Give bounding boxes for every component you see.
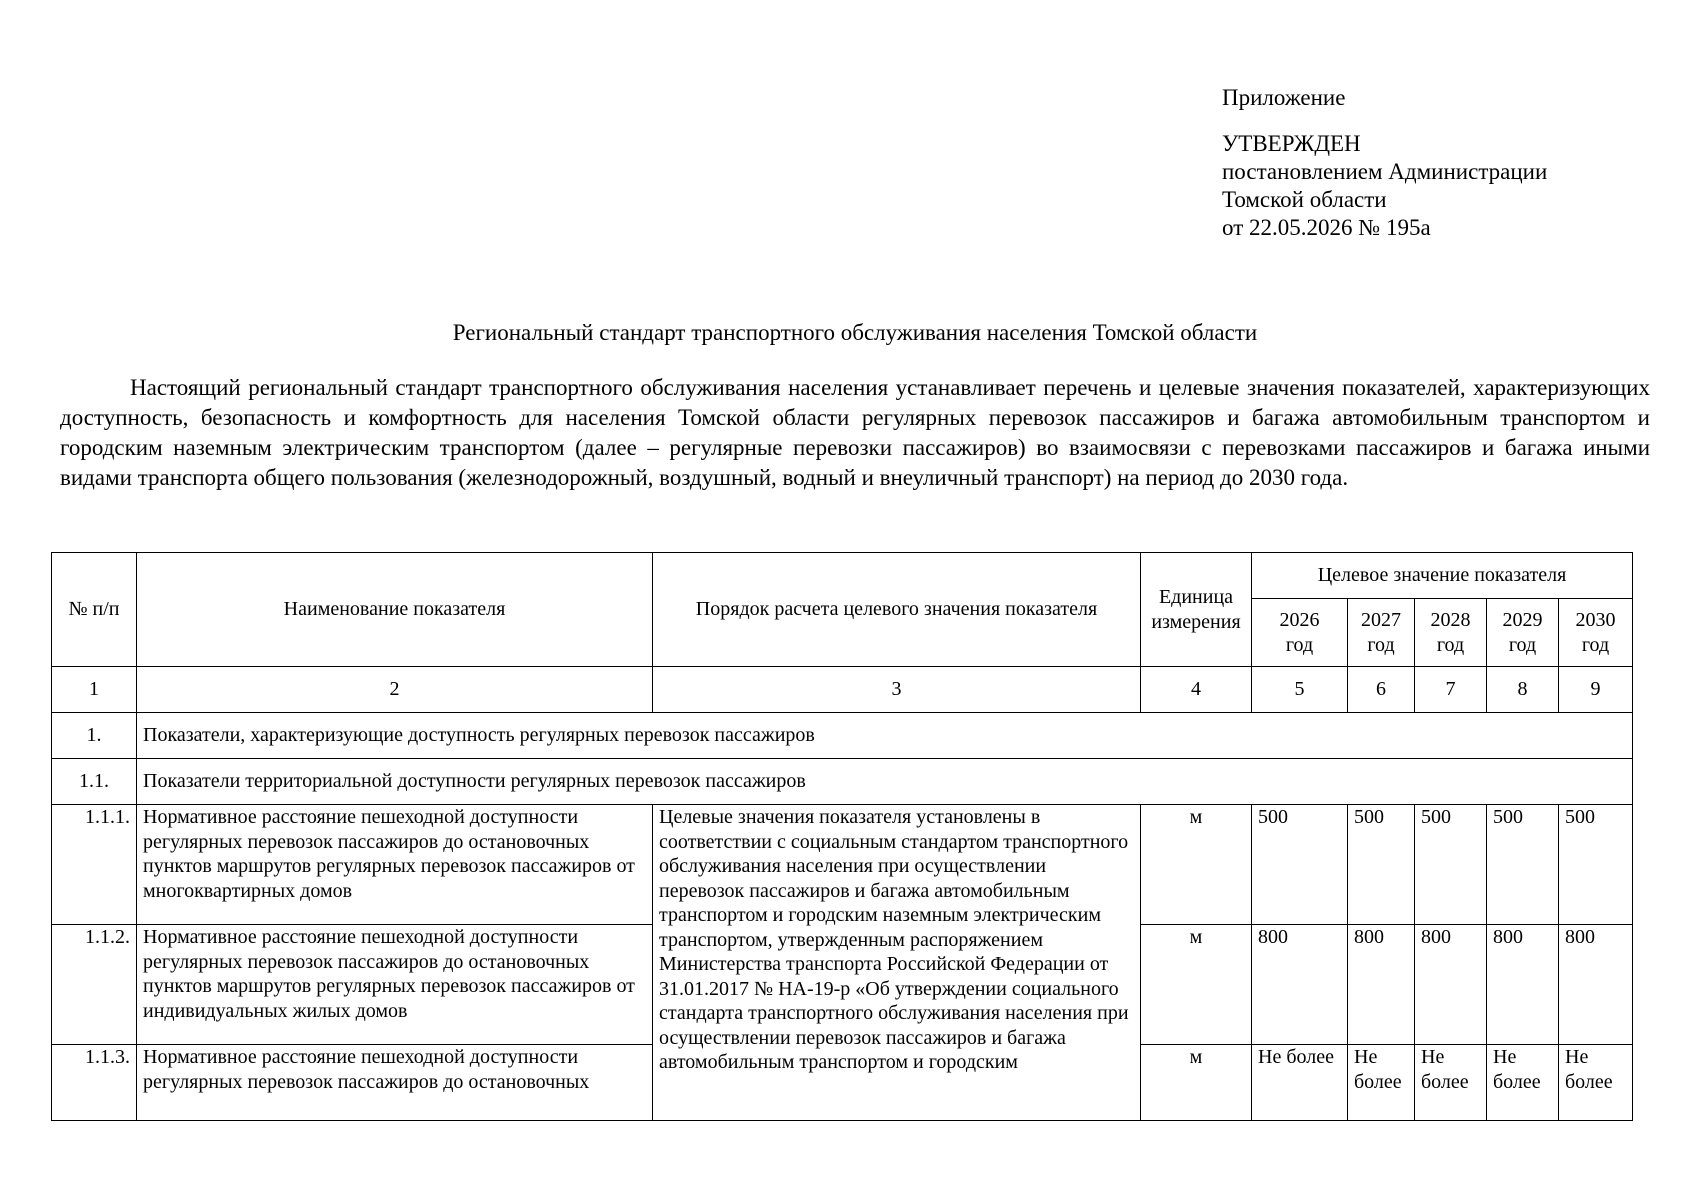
row-value: 500 (1559, 805, 1633, 925)
row-unit: м (1141, 925, 1252, 1045)
approval-block (1222, 84, 1662, 242)
header-target: Целевое значение показателя (1252, 553, 1633, 599)
row-value: 800 (1559, 925, 1633, 1045)
column-number: 2 (137, 667, 653, 713)
table-row (52, 805, 1633, 925)
row-value: Не более (1487, 1045, 1559, 1121)
row-value: 500 (1348, 805, 1415, 925)
header-year-2027 (1348, 599, 1415, 667)
method-cell (653, 805, 1141, 1121)
year-label: 2027 (1361, 609, 1401, 631)
header-year-2026 (1252, 599, 1348, 667)
row-unit: м (1141, 1045, 1252, 1121)
year-suffix: год (1367, 633, 1395, 656)
row-value: Не более (1415, 1045, 1487, 1121)
row-name: Нормативное расстояние пешеходной доступности регулярных перевозок пассажиров до остановочных пунктов маршрутов регулярных перевозок пассажиров от многоквартирных домов (137, 805, 653, 925)
row-name: Нормативное расстояние пешеходной доступности регулярных перевозок пассажиров до остановочных (143, 1046, 590, 1093)
row-value: 500 (1252, 805, 1348, 925)
row-value: 800 (1415, 925, 1487, 1045)
section-row (52, 713, 1633, 759)
header-year-2030 (1559, 599, 1633, 667)
year-label: 2030 (1575, 609, 1616, 631)
year-suffix: год (1285, 633, 1314, 656)
row-name-cell (137, 1045, 653, 1121)
header-name: Наименование показателя (137, 553, 653, 667)
row-num: 1.1.2. (52, 925, 137, 1045)
row-name: Нормативное расстояние пешеходной доступности регулярных перевозок пассажиров до остановочных пунктов маршрутов регулярных перевозок пассажиров от индивидуальных жилых домов (137, 925, 653, 1045)
column-number: 6 (1348, 667, 1415, 713)
subsection-row (52, 759, 1633, 805)
row-value: Не более (1252, 1045, 1348, 1121)
column-number: 9 (1559, 667, 1633, 713)
annex-label: Приложение (1222, 85, 1346, 110)
section-num: 1. (52, 713, 137, 759)
row-num: 1.1.1. (52, 805, 137, 925)
header-method: Порядок расчета целевого значения показателя (653, 553, 1141, 667)
approved-region-line: Томской области (1222, 187, 1387, 212)
year-label: 2028 (1430, 609, 1471, 631)
year-label: 2029 (1502, 609, 1543, 631)
column-number: 8 (1487, 667, 1559, 713)
row-value: 800 (1252, 925, 1348, 1045)
table-header-row (52, 553, 1633, 599)
year-suffix: год (1508, 633, 1537, 656)
header-num: № п/п (52, 553, 137, 667)
column-number: 5 (1252, 667, 1348, 713)
column-number: 4 (1141, 667, 1252, 713)
approved-by-line: постановлением Администрации (1222, 159, 1548, 184)
row-value: Не более (1559, 1045, 1633, 1121)
column-number: 1 (52, 667, 137, 713)
year-suffix: год (1436, 633, 1465, 656)
header-year-2028 (1415, 599, 1487, 667)
column-number: 3 (653, 667, 1141, 713)
section-title: Показатели, характеризующие доступность регулярных перевозок пассажиров (137, 713, 1633, 759)
year-label: 2026 (1279, 609, 1320, 631)
row-value: 800 (1487, 925, 1559, 1045)
column-number: 7 (1415, 667, 1487, 713)
row-value: Не более (1348, 1045, 1415, 1121)
intro-paragraph: Настоящий региональный стандарт транспортного обслуживания населения устанавливает перечень и целевые значения показателей, характеризующих доступность, безопасность и комфортность для населения Томской области регулярных перевозок пассажиров и багажа автомобильным транспортом и городским наземным электрическим транспортом (далее – регулярные перевозки пассажиров) во взаимосвязи с перевозками пассажиров и багажа иными видами транспорта общего пользования (железнодорожный, воздушный, водный и внеуличный транспорт) на период до 2030 года. (60, 375, 1650, 490)
method-text: Целевые значения показателя установлены в соответствии с социальным стандартом транспортного обслуживания населения при осуществлении перевозок пассажиров и багажа автомобильным транспортом и городским наземным электрическим транспортом, утвержденным распоряжением Министерства транспорта Российской Федерации от 31.01.2017 № НА-19-р «Об утверждении социального стандарта транспортного обслуживания населения при осуществлении перевозок пассажиров и багажа автомобильным транспортом и городским (659, 806, 1129, 1073)
row-value: 500 (1415, 805, 1487, 925)
header-year-2029 (1487, 599, 1559, 667)
row-unit: м (1141, 805, 1252, 925)
header-unit: Единица измерения (1141, 553, 1252, 667)
column-numbers-row (52, 667, 1633, 713)
approved-label: УТВЕРЖДЕН (1222, 131, 1361, 156)
approval-date-number: от 22.05.2026 № 195а (1222, 215, 1431, 240)
row-value: 800 (1348, 925, 1415, 1045)
subsection-num: 1.1. (52, 759, 137, 805)
indicators-table (51, 552, 1633, 1121)
document-title: Региональный стандарт транспортного обслуживания населения Томской области (452, 320, 1258, 345)
year-suffix: год (1581, 633, 1610, 656)
row-num: 1.1.3. (52, 1045, 137, 1121)
row-value: 500 (1487, 805, 1559, 925)
subsection-title: Показатели территориальной доступности регулярных перевозок пассажиров (137, 759, 1633, 805)
